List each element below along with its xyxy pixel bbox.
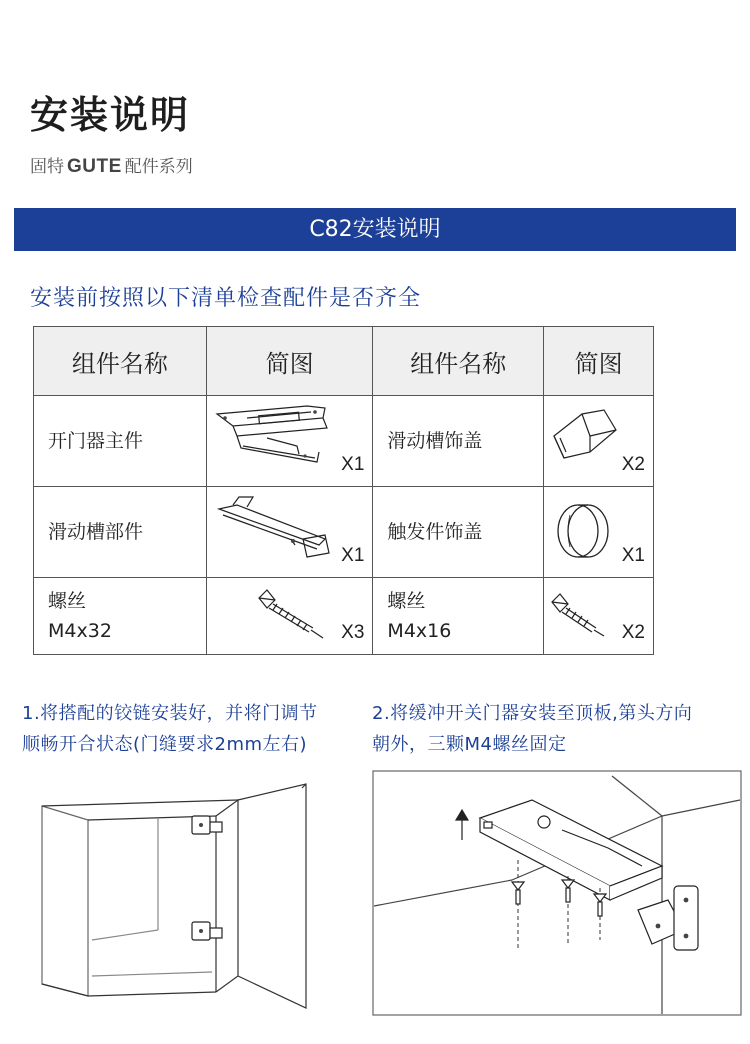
- part-quantity: X2: [621, 454, 645, 475]
- step-2-line1: 2.将缓冲开关门器安装至顶板,第头方向: [372, 703, 693, 724]
- table-row: [34, 396, 654, 487]
- part-spec: M4x32: [48, 620, 112, 642]
- table-row: [34, 578, 654, 655]
- header-cell: 简图: [206, 327, 373, 396]
- part-name-label: 螺丝: [387, 590, 426, 612]
- part-diagram: [544, 578, 654, 655]
- brand-logo: GUTE: [67, 156, 122, 177]
- table-header-row: [34, 327, 654, 396]
- part-name: [34, 578, 207, 655]
- part-name-label: 螺丝: [48, 590, 87, 612]
- step-1-text: [22, 698, 318, 760]
- step-2-line2: 朝外，三颗M4螺丝固定: [372, 734, 567, 755]
- part-quantity: X3: [341, 622, 365, 643]
- part-diagram: [544, 396, 654, 487]
- part-quantity: X1: [621, 545, 645, 566]
- part-name: [373, 578, 544, 655]
- parts-table: [33, 326, 654, 655]
- part-name: 滑动槽饰盖: [373, 396, 544, 487]
- step-2-text: [372, 698, 692, 760]
- brand-line: [30, 152, 193, 178]
- step-1-line2: 顺畅开合状态(门缝要求2mm左右): [22, 734, 308, 755]
- section-banner: C82安装说明: [14, 208, 736, 251]
- page-title: 安装说明: [30, 93, 191, 137]
- top-panel-mounting-illustration: [372, 770, 744, 1018]
- brand-prefix: 固特: [30, 157, 64, 177]
- part-quantity: X1: [341, 454, 365, 475]
- part-spec: M4x16: [387, 620, 452, 642]
- part-diagram: [206, 487, 373, 578]
- brand-suffix: 配件系列: [124, 157, 193, 177]
- part-quantity: X2: [621, 622, 645, 643]
- part-name: 滑动槽部件: [34, 487, 207, 578]
- part-quantity: X1: [341, 545, 365, 566]
- header-cell: 组件名称: [373, 327, 544, 396]
- header-cell: 简图: [544, 327, 654, 396]
- header-cell: 组件名称: [34, 327, 207, 396]
- checklist-heading: 安装前按照以下清单检查配件是否齐全: [30, 286, 422, 311]
- part-name: 触发件饰盖: [373, 487, 544, 578]
- cabinet-hinge-illustration: [30, 780, 350, 1020]
- part-diagram: [544, 487, 654, 578]
- part-name: 开门器主件: [34, 396, 207, 487]
- table-row: [34, 487, 654, 578]
- part-diagram: [206, 396, 373, 487]
- step-1-line1: 1.将搭配的铰链安装好，并将门调节: [22, 703, 318, 724]
- part-diagram: [206, 578, 373, 655]
